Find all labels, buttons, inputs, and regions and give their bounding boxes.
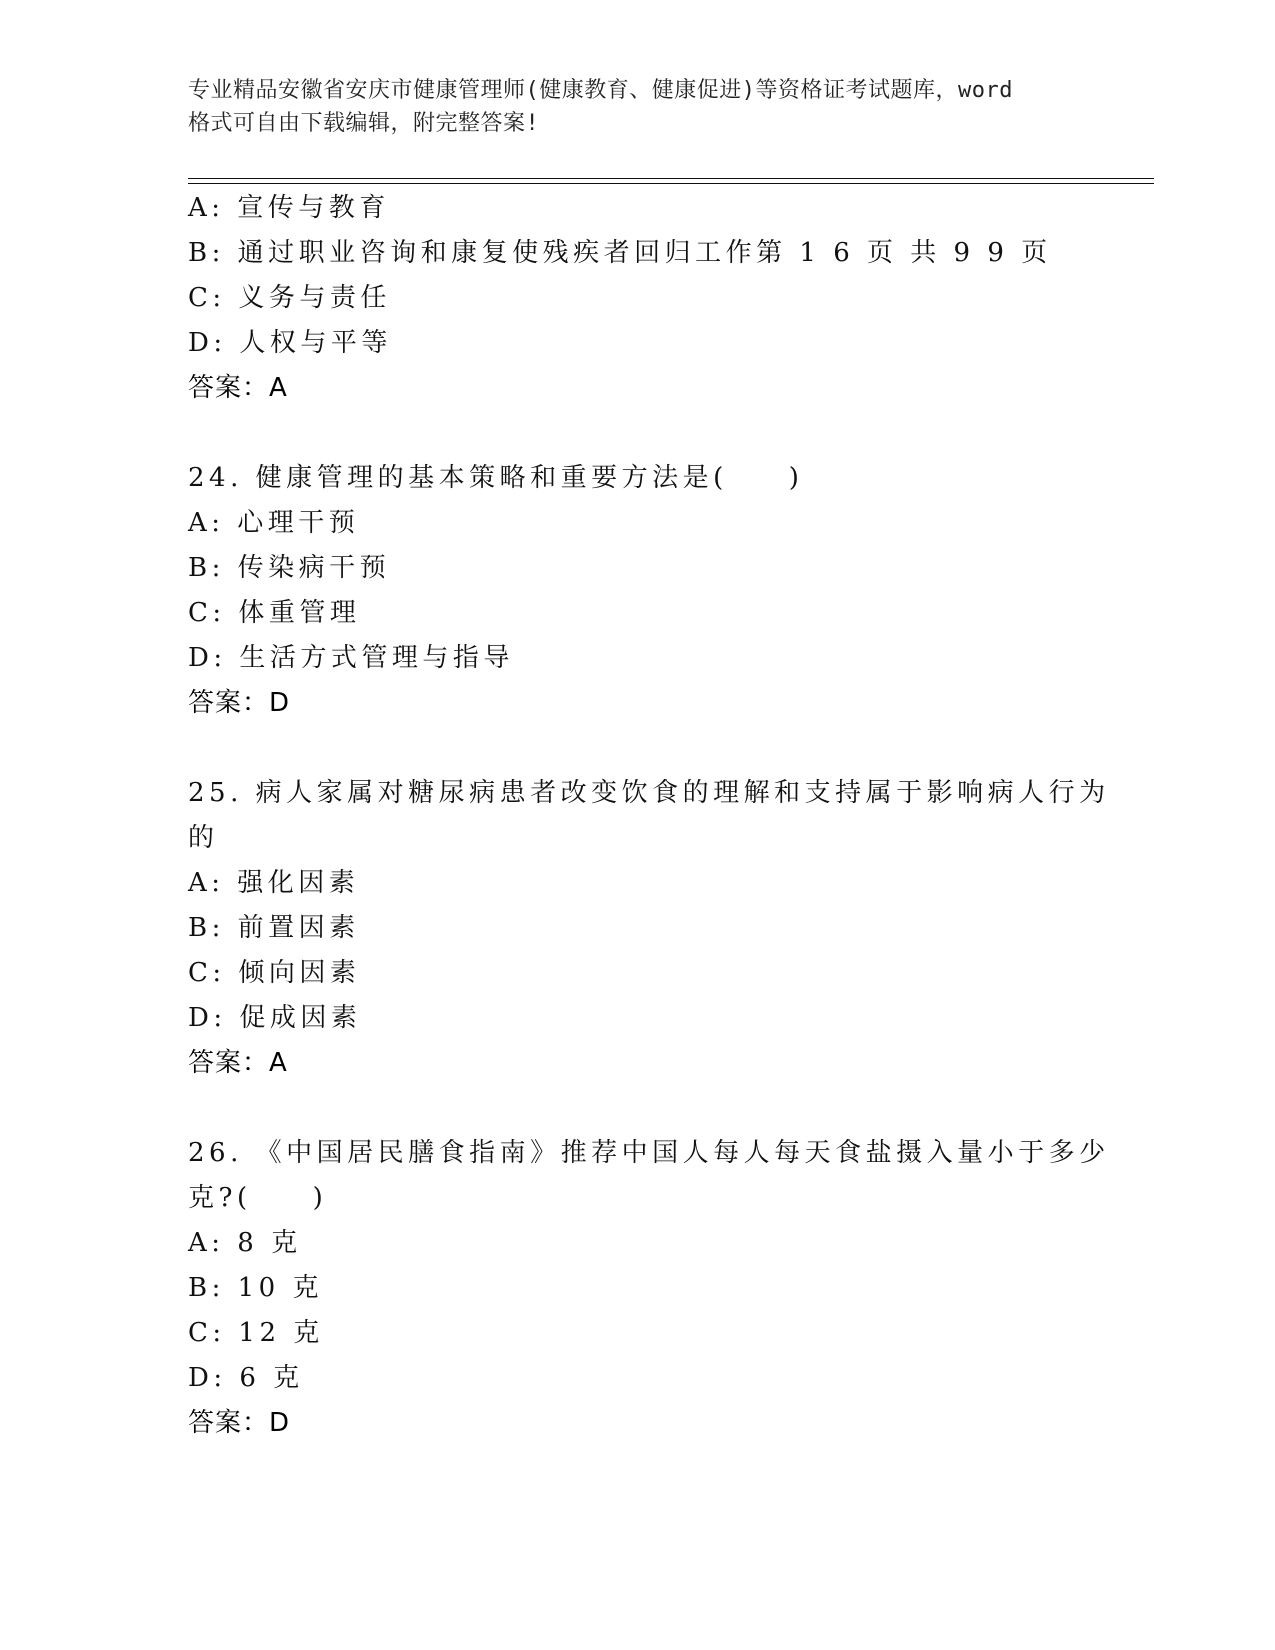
- q25-option-d: D: 促成因素: [188, 1003, 362, 1033]
- header-divider-bottom: [188, 183, 1154, 184]
- q25-stem-line-1: 25. 病人家属对糖尿病患者改变饮食的理解和支持属于影响病人行为: [188, 778, 1110, 808]
- q23-option-b: B: 通过职业咨询和康复使残疾者回归工作第 1 6 页 共 9 9 页: [188, 238, 1052, 268]
- q25-option-c: C: 倾向因素: [188, 958, 361, 988]
- q24-option-b: B: 传染病干预: [188, 553, 391, 583]
- q26-answer: 答案：D: [188, 1408, 291, 1438]
- header-divider-top: [188, 178, 1154, 179]
- q24-stem: 24. 健康管理的基本策略和重要方法是( ): [188, 463, 804, 493]
- q24-answer: 答案：D: [188, 688, 291, 718]
- q24-option-c: C: 体重管理: [188, 598, 361, 628]
- q25-option-a: A: 强化因素: [188, 868, 360, 898]
- q26-option-c: C: 12 克: [188, 1318, 324, 1348]
- q23-option-c: C: 义务与责任: [188, 283, 391, 313]
- header-line-2: 格式可自由下载编辑，附完整答案!: [188, 111, 540, 136]
- q26-stem-line-1: 26. 《中国居民膳食指南》推荐中国人每人每天食盐摄入量小于多少: [188, 1138, 1110, 1168]
- q25-stem-line-2: 的: [188, 823, 219, 853]
- q26-option-a: A: 8 克: [188, 1228, 302, 1258]
- header-line-1: 专业精品安徽省安庆市健康管理师(健康教育、健康促进)等资格证考试题库，word: [188, 78, 1013, 103]
- q26-option-b: B: 10 克: [188, 1273, 323, 1303]
- q25-answer: 答案：A: [188, 1048, 288, 1078]
- q24-option-d: D: 生活方式管理与指导: [188, 643, 514, 673]
- document-header: [188, 74, 1088, 140]
- q26-stem-line-2: 克?( ): [188, 1183, 328, 1213]
- q23-option-a: A: 宣传与教育: [188, 193, 390, 223]
- q23-answer: 答案：A: [188, 373, 288, 403]
- q24-option-a: A: 心理干预: [188, 508, 360, 538]
- q23-option-d: D: 人权与平等: [188, 328, 392, 358]
- q25-option-b: B: 前置因素: [188, 913, 360, 943]
- q26-option-d: D: 6 克: [188, 1363, 304, 1393]
